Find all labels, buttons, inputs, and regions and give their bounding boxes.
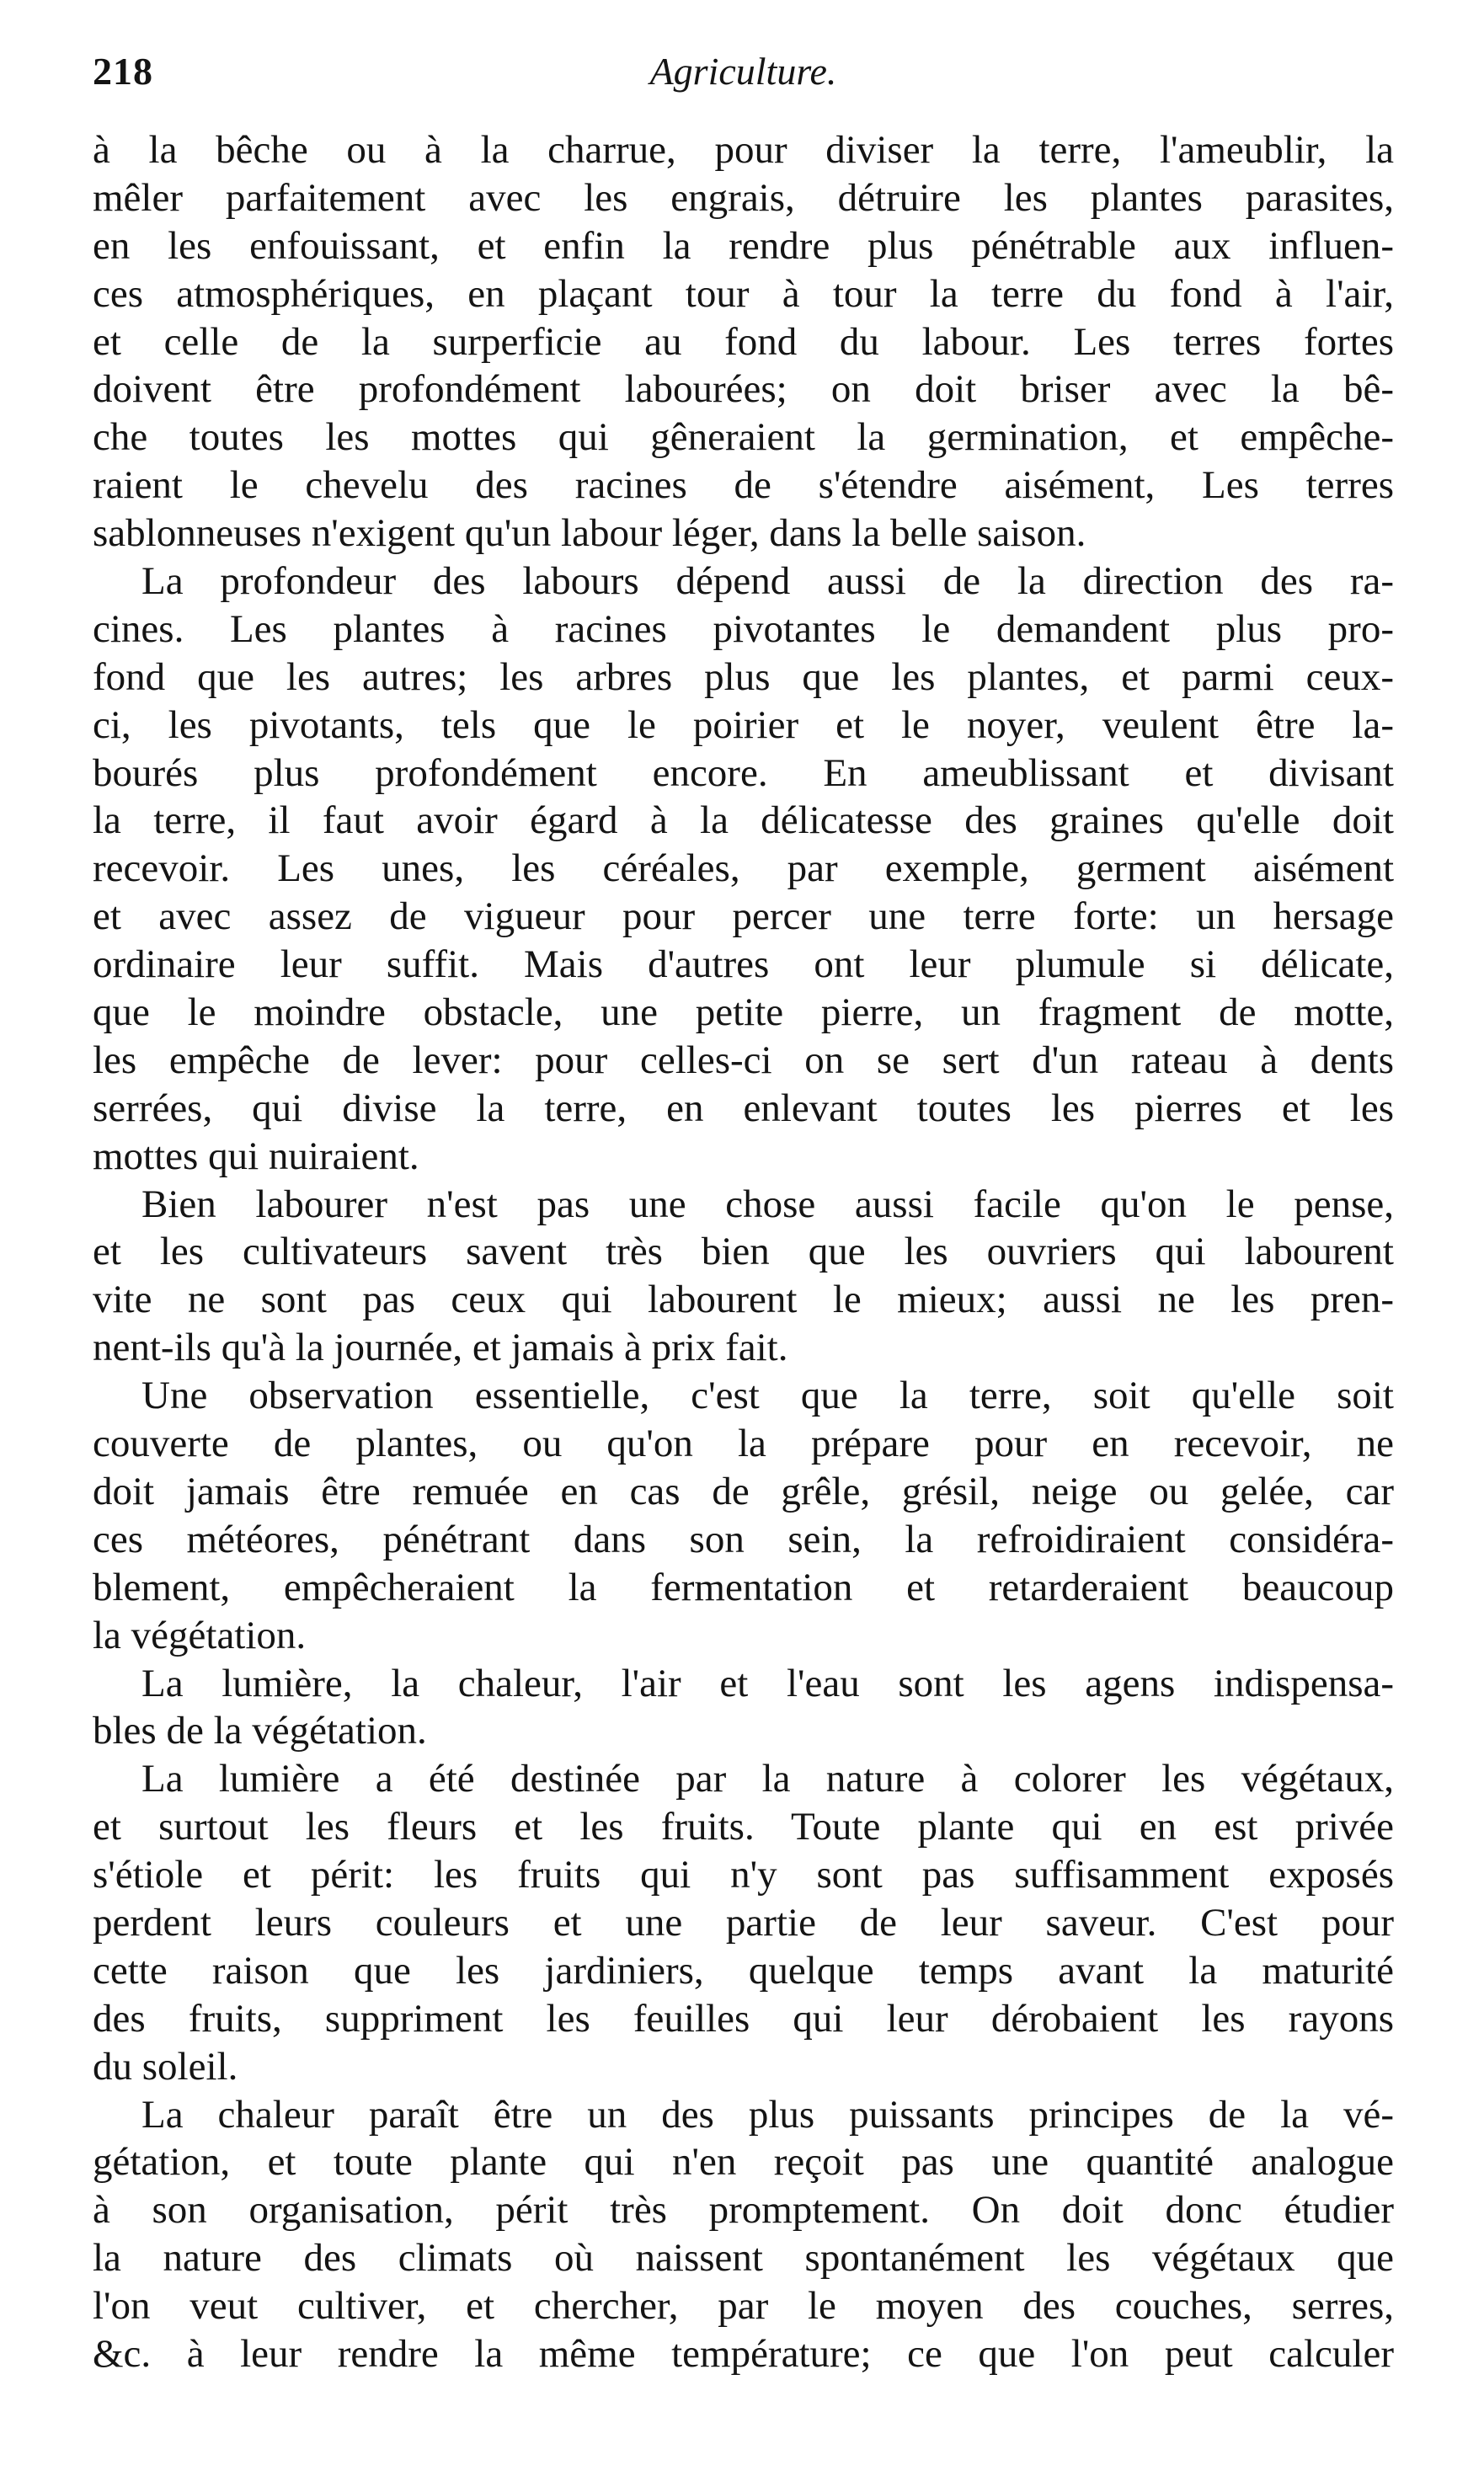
text-line: et celle de la surperficie au fond du labour. Les terres fortes <box>93 319 1394 364</box>
text-line: raient le chevelu des racines de s'étendre aisément, Les terres <box>93 463 1394 508</box>
text-line: à son organisation, périt très promptement. On doit donc étudier <box>93 2188 1394 2233</box>
body-text <box>93 126 1394 2378</box>
text-line: du soleil. <box>93 2044 238 2089</box>
text-line: cines. Les plantes à racines pivotantes le demandent plus pro- <box>93 606 1394 651</box>
running-head <box>93 49 1394 108</box>
running-title: Agriculture. <box>649 50 837 93</box>
text-line: en les enfouissant, et enfin la rendre plus pénétrable aux influen- <box>93 223 1394 268</box>
text-line: La lumière a été destinée par la nature à colorer les végétaux, <box>141 1757 1394 1801</box>
text-line: doit jamais être remuée en cas de grêle, grésil, neige ou gelée, car <box>93 1469 1394 1513</box>
text-line: mottes qui nuiraient. <box>93 1134 419 1178</box>
text-line: couverte de plantes, ou qu'on la prépare pour en recevoir, ne <box>93 1422 1394 1466</box>
text-line: ordinaire leur suffit. Mais d'autres ont leur plumule si délicate, <box>93 942 1394 987</box>
text-line: nent-ils qu'à la journée, et jamais à prix fait. <box>93 1326 788 1370</box>
text-line: perdent leurs couleurs et une partie de leur saveur. C'est pour <box>93 1900 1394 1945</box>
text-line: mêler parfaitement avec les engrais, détruire les plantes parasites, <box>93 175 1394 220</box>
text-line: bourés plus profondément encore. En ameublissant et divisant <box>93 750 1394 795</box>
text-line: doivent être profondément labourées; on doit briser avec la bê- <box>93 367 1394 412</box>
book-page <box>93 49 1394 2457</box>
text-line: gétation, et toute plante qui n'en reçoit pas une quantité analogue <box>93 2140 1394 2185</box>
text-line: &c. à leur rendre la même température; ce que l'on peut calculer <box>93 2331 1394 2376</box>
text-line: à la bêche ou à la charrue, pour diviser la terre, l'ameublir, la <box>93 128 1394 172</box>
text-line: bles de la végétation. <box>93 1709 427 1753</box>
text-line: blement, empêcheraient la fermentation et retarderaient beaucoup <box>93 1565 1394 1609</box>
text-line: sablonneuses n'exigent qu'un labour léger, dans la belle saison. <box>93 511 1086 556</box>
text-line: serrées, qui divise la terre, en enlevant toutes les pierres et les <box>93 1086 1394 1130</box>
text-line: que le moindre obstacle, une petite pierre, un fragment de motte, <box>93 990 1394 1035</box>
text-line: la nature des climats où naissent spontanément les végétaux que <box>93 2236 1394 2281</box>
text-line: les empêche de lever: pour celles-ci on se sert d'un rateau à dents <box>93 1038 1394 1082</box>
text-line: Bien labourer n'est pas une chose aussi facile qu'on le pense, <box>141 1182 1394 1226</box>
text-line: La lumière, la chaleur, l'air et l'eau sont les agens indispensa- <box>141 1661 1394 1705</box>
text-line: ces météores, pénétrant dans son sein, la refroidiraient considéra- <box>93 1517 1394 1561</box>
text-line: la végétation. <box>93 1613 307 1657</box>
text-line: la terre, il faut avoir égard à la délicatesse des graines qu'elle doit <box>93 798 1394 843</box>
text-line: vite ne sont pas ceux qui labourent le mieux; aussi ne les pren- <box>93 1278 1394 1322</box>
text-line: ces atmosphériques, en plaçant tour à tour la terre du fond à l'air, <box>93 271 1394 316</box>
text-line: che toutes les mottes qui gêneraient la germination, et empêche- <box>93 415 1394 460</box>
text-line: s'étiole et périt: les fruits qui n'y sont pas suffisamment exposés <box>93 1853 1394 1897</box>
text-line: cette raison que les jardiniers, quelque temps avant la maturité <box>93 1948 1394 1993</box>
text-line: ci, les pivotants, tels que le poirier et le noyer, veulent être la- <box>93 702 1394 747</box>
page-number: 218 <box>93 50 153 93</box>
text-line: et surtout les fleurs et les fruits. Toute plante qui en est privée <box>93 1805 1394 1849</box>
text-line: des fruits, suppriment les feuilles qui leur dérobaient les rayons <box>93 1996 1394 2041</box>
text-line: l'on veut cultiver, et chercher, par le moyen des couches, serres, <box>93 2284 1394 2329</box>
text-line: La chaleur paraît être un des plus puissants principes de la vé- <box>141 2092 1394 2137</box>
text-line: Une observation essentielle, c'est que la terre, soit qu'elle soit <box>141 1374 1394 1418</box>
text-line: fond que les autres; les arbres plus que les plantes, et parmi ceux- <box>93 654 1394 699</box>
text-line: recevoir. Les unes, les céréales, par exemple, germent aisément <box>93 846 1394 891</box>
text-line: La profondeur des labours dépend aussi de la direction des ra- <box>141 559 1394 604</box>
text-line: et avec assez de vigueur pour percer une terre forte: un hersage <box>93 894 1394 939</box>
text-line: et les cultivateurs savent très bien que les ouvriers qui labourent <box>93 1230 1394 1274</box>
